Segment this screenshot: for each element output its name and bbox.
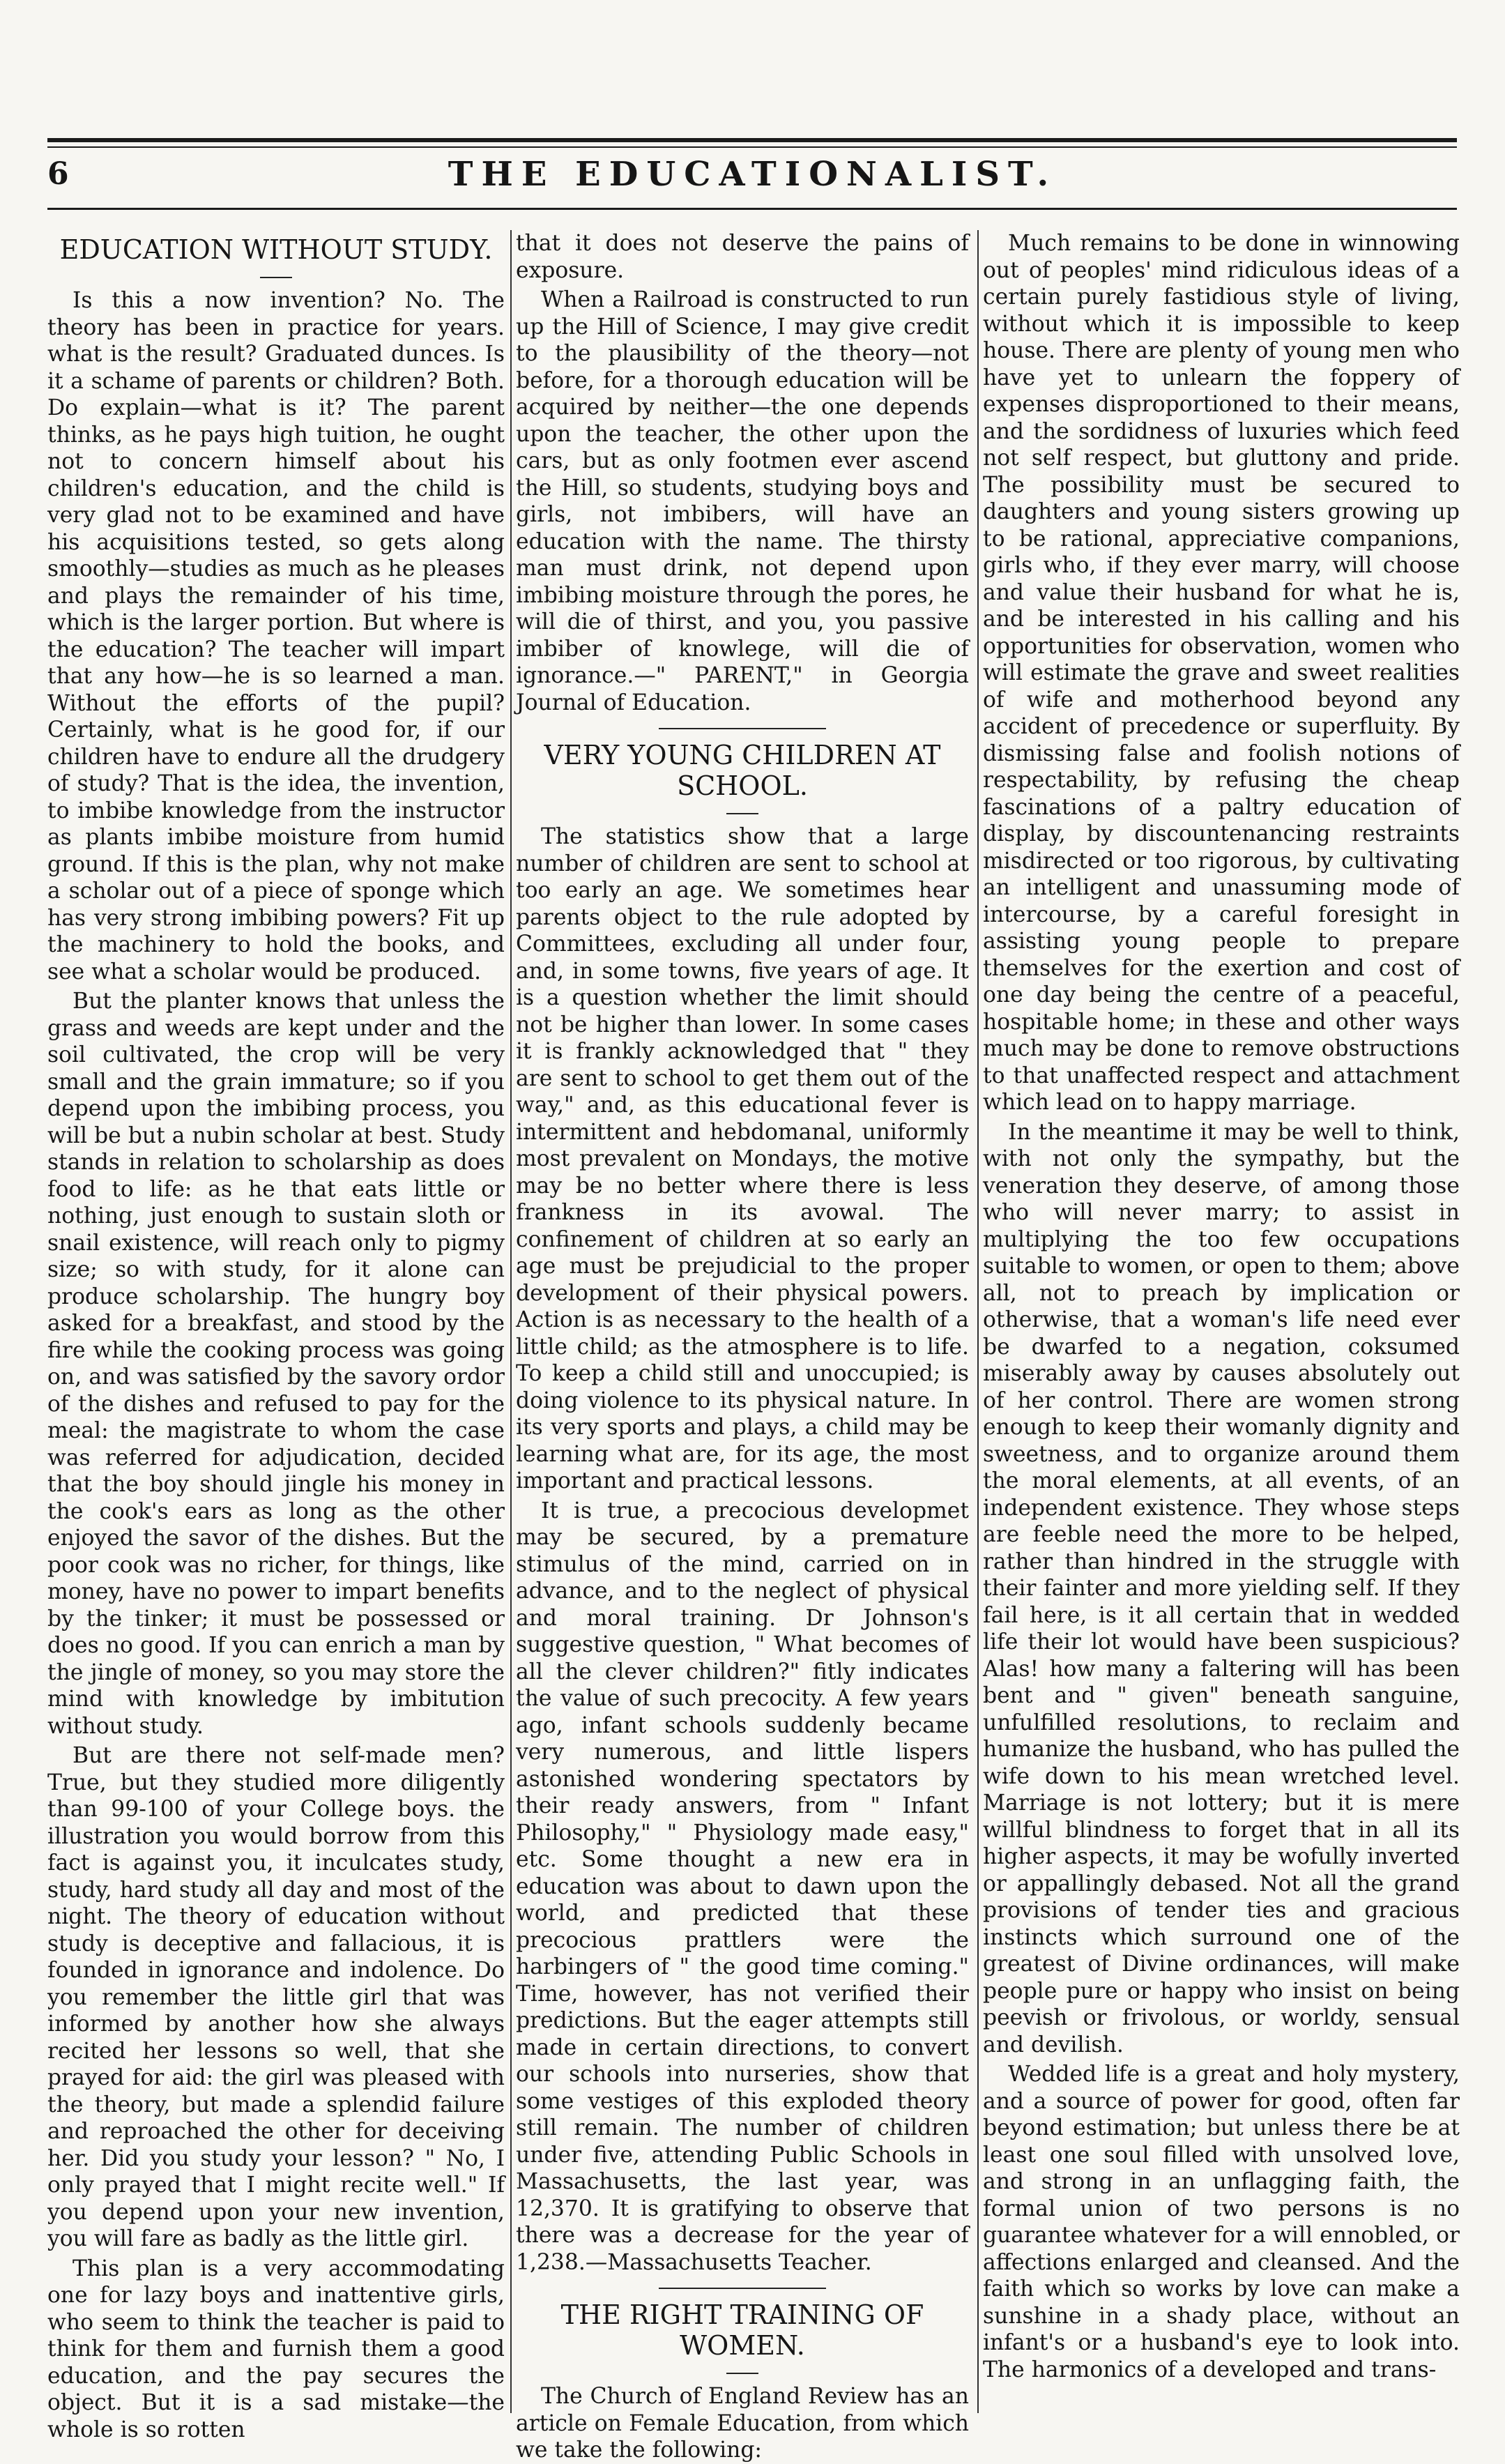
article-paragraph: Much remains to be done in winnowing out of peoples' mind ridiculous ideas of a certain purely fastidious style of living, without which it is impossible to keep house. There are plenty of young men who have yet to unlearn the foppery of expenses disproportioned to their means, and the sordidness of luxuries which feed not self respect, but gluttony and pride. The possibility must be secured to daughters and young sisters growing up to be rational, appreciative companions, girls who, if they ever marry, will choose and value their husband for what he is, and be interested in his calling and his opportunities for observation, women who will estimate the grave and sweet realities of wife and motherhood beyond any accident of precedence or superfluity. By dismissing false and foolish notions of respectability, by refusing the cheap fascinations of a paltry education of display, by discountenancing restraints misdirected or too rigorous, by cultivating an intelligent and unassuming mode of intercourse, by a careful foresight in assisting young people to prepare themselves for the exertion and cost of one day being the centre of a peaceful, hospitable home; in these and other ways much may be done to remove obstructions to that unaffected respect and attachment which lead on to happy marriage. <box>983 231 1460 1115</box>
article-paragraph: In the meantime it may be well to think, with not only the sympathy, but the veneration they deserve, of among those who will never marry; to assist in multiplying the too few occupations suitable to women, or open to them; above all, not to preach by implication or otherwise, that a woman's life need ever be dwarfed to a negation, coksumed miserably away by causes absolutely out of her control. There are women strong enough to keep their womanly dignity and sweetness, and to organize around them the moral elements, at all events, of an independent existence. They whose steps are feeble need the more to be helped, rather than hindred in the struggle with their fainter and more yielding self. If they fail here, is it all certain that in wedded life their lot would have been suspicious? Alas! how many a faltering will has been bent and " given" beneath sanguine, unfulfilled resolutions, to reclaim and humanize the husband, who has pulled the wife down to his mean wretched level. Marriage is not lottery; but it is mere willful blindness to forget that in all its higher aspects, it may be wofully inverted or appallingly debased. Not all the grand provisions of tender ties and gracious instincts which surround one of the greatest of Divine ordinances, will make people pure or happy who insist on being peevish or frivolous, or worldy, sensual and devilish. <box>983 1119 1460 2058</box>
column-2 <box>516 230 969 2463</box>
article-paragraph: But the planter knows that unless the grass and weeds are kept under and the soil cultivated, the crop will be very small and the grain immature; so if you depend upon the imbibing process, you will be but a nubin scholar at best. Study stands in relation to scholarship as does food to life: as he that eats little or nothing, just enough to sustain sloth or snail existence, will reach only to pigmy size; so with study, for it alone can produce scholarship. The hungry boy asked for a breakfast, and stood by the fire while the cooking process was going on, and was satisfied by the savory ordor of the dishes and refused to pay for the meal: the magistrate to whom the case was referred for adjudication, decided that the boy should jingle his money in the cook's ears as long as the other enjoyed the savor of the dishes. But the poor cook was no richer, for things, like money, have no power to impart benefits by the tinker; it must be possessed or does no good. If you can enrich a man by the jingle of money, so you may store the mind with knowledge by imbitution without study. <box>47 989 505 1739</box>
article-separator <box>516 719 969 736</box>
article-paragraph: When a Railroad is constructed to run up the Hill of Science, I may give credit to the plausibility of the theory—not before, for a thorough education will be acquired by neither—the one depends upon the teacher, the other upon the cars, but as only footmen ever ascend the Hill, so students, studying boys and girls, not imbibers, will have an education with the name. The thirsty man must drink, not depend upon imbibing moisture through the pores, he will die of thirst, and you, you passive imbiber of knowlege, will die of ignorance.—" PARENT," in Georgia Journal of Education. <box>516 287 969 715</box>
masthead-underline <box>47 208 1457 210</box>
article-heading-education-without-study: EDUCATION WITHOUT STUDY. <box>59 234 493 265</box>
article-paragraph: Is this a now invention? No. The theory has been in practice for years. what is the result? Graduated dunces. Is it a schame of parents or children? Both. Do explain—what is it? The parent thinks, as he pays high tuition, he ought not to concern himself about his children's education, and the child is very glad not to be examined and have his acquisitions tested, so gets along smoothly—studies as much as he pleases and plays the remainder of his time, which is the larger portion. But where is the education? The teacher will impart that any how—he is so learned a man. Without the efforts of the pupil? Certainly, what is he good for, if our children have to endure all the drudgery of study? That is the idea, the invention, to imbibe knowledge from the instructor as plants imbibe moisture from humid ground. If this is the plan, why not make a scholar out of a piece of sponge which has very strong imbibing powers? Fit up the machinery to hold the books, and see what a scholar would be produced. <box>47 288 505 984</box>
column-rule-1 <box>510 230 512 2413</box>
column-1 <box>47 230 505 2442</box>
article-paragraph: The Church of England Review has an article on Female Education, from which we take the following: <box>516 2384 969 2463</box>
article-separator <box>516 2279 969 2295</box>
article-paragraph: The statistics show that a large number of children are sent to school at too early an age. We sometimes hear parents object to the rule adopted by Committees, excluding all under four, and, in some towns, five years of age. It is a question whether the limit should not be higher than lower. In some cases it is frankly acknowledged that " they are sent to school to get them out of the way," and, as this educational fever is intermittent and hebdomanal, uniformly most prevalent on Mondays, the motive may be no better where there is less frankness in its avowal. The confinement of children at so early an age must be prejudicial to the proper development of their physical powers. Action is as necessary to the health of a little child; as the atmosphere is to life. To keep a child still and unoccupied; is doing violence to its physical nature. In its very sports and plays, a child may be learning what are, for its age, the most important and practical lessons. <box>516 824 969 1493</box>
column-3 <box>983 230 1460 2413</box>
article-paragraph: This plan is a very accommodating one for lazy boys and inattentive girls, who seem to think the teacher is paid to think for them and furnish them a good education, and the pay secures the object. But it is a sad mistake—the whole is so rotten <box>47 2256 505 2442</box>
article-paragraph: that it does not deserve the pains of exposure. <box>516 231 969 283</box>
heading-separator <box>516 2364 969 2380</box>
article-paragraph: It is true, a precocious developmet may be secured, by a premature stimulus of the mind, carried on in advance, and to the neglect of physical and moral training. Dr Johnson's suggestive question, " What becomes of all the clever children?" fitly indicates the value of such precocity. A few years ago, infant schools suddenly became very numerous, and little lispers astonished wondering spectators by their ready answers, from " Infant Philosophy," " Physiology made easy," etc. Some thought a new era in education was about to dawn upon the world, and predicted that these precocious prattlers were the harbingers of " the good time coming." Time, however, has not verified their predictions. But the eager attempts still made in certain directions, to convert our schools into nurseries, show that some vestiges of this exploded theory still remain. The number of children under five, attending Public Schools in Massachusetts, the last year, was 12,370. It is gratifying to observe that there was a decrease for the year of 1,238.—Massachusetts Teacher. <box>516 1498 969 2275</box>
article-paragraph: Wedded life is a great and holy mystery, and a source of power for good, often far beyond estimation; but unless there be at least one soul filled with unsolved love, and strong in an unflagging faith, the formal union of two persons is no guarantee whatever for a will ennobled, or affections enlarged and cleansed. And the faith which so works by love can make a sunshine in a shady place, without an infant's or a husband's eye to look into. The harmonics of a developed and trans- <box>983 2062 1460 2382</box>
top-thick-rule <box>47 138 1457 142</box>
column-rule-2 <box>977 230 979 2413</box>
article-paragraph: But are there not self-made men? True, but they studied more diligently than 99-100 of your College boys. the illustration you would borrow from this fact is against you, it inculcates study, study, hard study all day and most of the night. The theory of education without study is deceptive and fallacious, it is founded in ignorance and indolence. Do you remember the little girl that was informed by another how she always recited her lessons so well, that she prayed for aid: the girl was pleased with the theory, but made a splendid failure and reproached the other for deceiving her. Did you study your lesson? " No, I only prayed that I might recite well." If you depend upon your new invention, you will fare as badly as the little girl. <box>47 1743 505 2251</box>
heading-separator <box>516 804 969 821</box>
article-heading-right-training-of-women: THE RIGHT TRAINING OF WOMEN. <box>560 2299 924 2361</box>
top-thin-rule <box>47 146 1457 148</box>
heading-separator <box>47 268 505 284</box>
masthead-title: THE EDUCATIONALIST. <box>448 155 1057 194</box>
page-number: 6 <box>47 156 69 192</box>
article-heading-very-young-children: VERY YOUNG CHILDREN AT SCHOOL. <box>544 740 941 801</box>
